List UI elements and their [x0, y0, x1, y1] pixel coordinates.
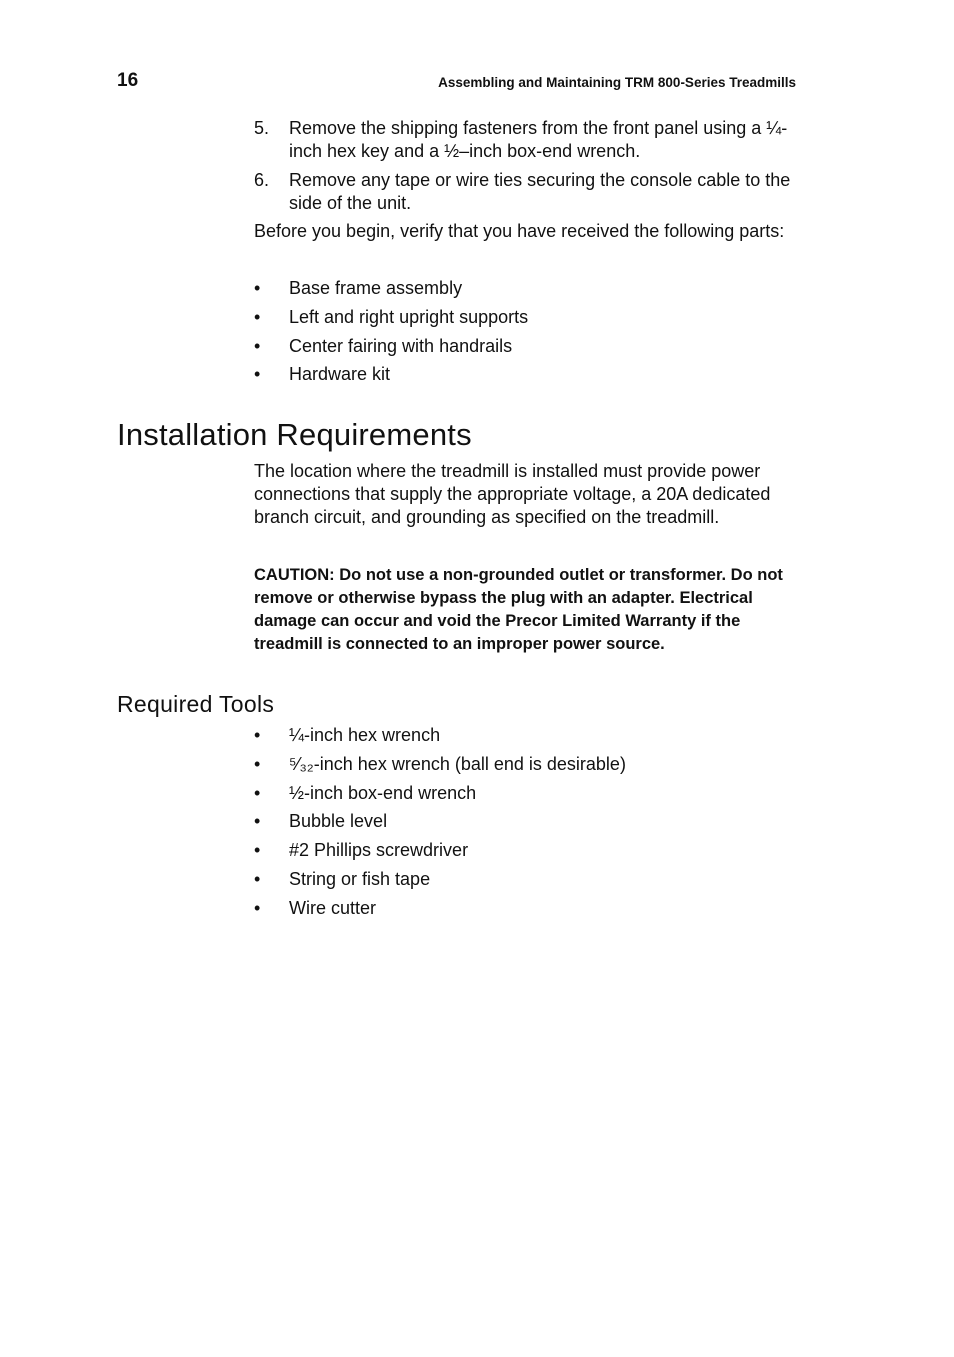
subsection-heading: Required Tools — [117, 691, 275, 717]
list-item — [254, 810, 799, 839]
step-number: 5. — [254, 118, 270, 138]
bullet-icon: • — [254, 753, 261, 774]
bullet-icon: • — [254, 782, 261, 803]
step-text: Remove the shipping fasteners from the front panel using a ¼-inch hex key and a ½–inch box-end wrench. — [289, 118, 788, 161]
numbered-steps — [254, 117, 799, 221]
list-item-text: Wire cutter — [289, 897, 377, 918]
list-item-text: ¼-inch hex wrench — [289, 725, 441, 745]
list-item-text: #2 Phillips screwdriver — [289, 840, 469, 861]
list-item-text: ⁵⁄₃₂-inch hex wrench (ball end is desirable) — [289, 753, 626, 774]
step-number: 6. — [254, 170, 270, 190]
tools-list — [254, 724, 799, 926]
list-item — [254, 277, 799, 306]
list-item-text: ½-inch box-end wrench — [289, 782, 477, 803]
step-item — [254, 117, 799, 163]
list-item-text: String or fish tape — [289, 868, 431, 889]
bullet-icon: • — [254, 278, 261, 298]
bullet-icon: • — [254, 840, 261, 861]
intro-paragraph: Before you begin, verify that you have received the following parts: — [254, 221, 785, 241]
list-item — [254, 724, 799, 753]
list-item-text: Hardware kit — [289, 364, 391, 385]
list-item-text: Base frame assembly — [289, 278, 463, 298]
installation-paragraph: The location where the treadmill is installed must provide power connections that supply the appropriate voltage, a 20A dedicated branch circuit, and grounding as specified on the treadmill. — [254, 461, 771, 527]
bullet-icon: • — [254, 811, 261, 832]
bullet-icon: • — [254, 335, 261, 356]
list-item — [254, 306, 799, 335]
list-item — [254, 363, 799, 392]
list-item-text: Left and right upright supports — [289, 306, 529, 327]
list-item — [254, 782, 799, 811]
bullet-icon: • — [254, 897, 261, 918]
list-item — [254, 868, 799, 897]
bullet-icon: • — [254, 306, 261, 327]
parts-list — [254, 277, 799, 392]
list-item — [254, 753, 799, 782]
bullet-icon: • — [254, 725, 261, 745]
bullet-icon: • — [254, 868, 261, 889]
list-item-text: Center fairing with handrails — [289, 335, 513, 356]
page-number: 16 — [117, 70, 139, 91]
list-item — [254, 897, 799, 926]
list-item-text: Bubble level — [289, 811, 388, 832]
step-item — [254, 169, 799, 215]
caution-notice: CAUTION: Do not use a non-grounded outlet or transformer. Do not remove or otherwise bypass the plug with an adapter. Electrical damage can occur and void the Precor Limited Warranty if the treadmill is connected to an improper power source. — [254, 566, 783, 653]
step-text: Remove any tape or wire ties securing the console cable to the side of the unit. — [289, 170, 791, 213]
list-item — [254, 839, 799, 868]
list-item — [254, 335, 799, 364]
running-header-title: Assembling and Maintaining TRM 800-Series Treadmills — [438, 75, 796, 90]
section-heading: Installation Requirements — [117, 417, 472, 452]
bullet-icon: • — [254, 364, 261, 385]
